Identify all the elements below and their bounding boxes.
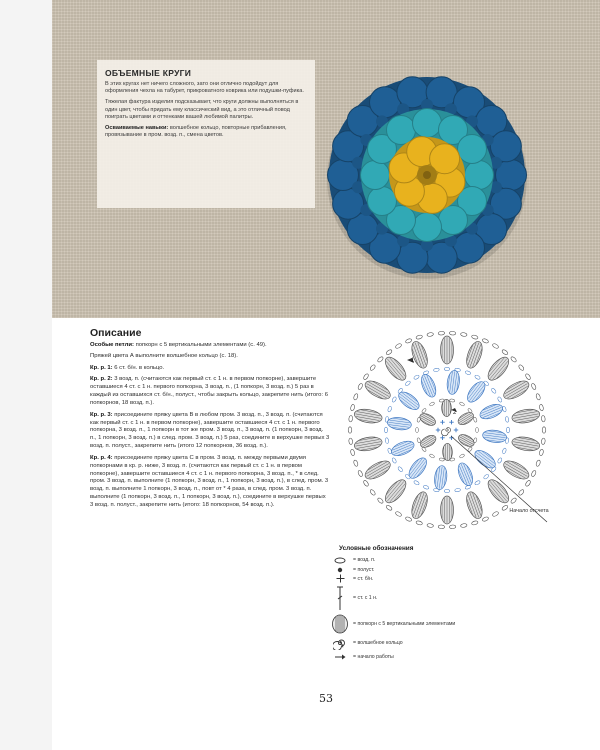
special-label: Особые петли: [90, 341, 134, 348]
chain-stitch [535, 460, 541, 467]
chain-stitch-blue [455, 488, 461, 492]
chain-stitch-blue [474, 480, 480, 486]
legend-item-dc: = ст. с 1 н. [327, 583, 487, 613]
legend-item-chain: = возд. п. [327, 555, 487, 565]
chain-stitch [531, 383, 537, 390]
chain-stitch [510, 497, 517, 504]
chain-stitch [377, 356, 384, 363]
chain-stitch [518, 364, 525, 371]
legend-item-slip: = полуст. [327, 565, 487, 574]
chain-stitch-blue [444, 367, 450, 370]
chain-stitch [449, 331, 456, 335]
popcorn-stitch [457, 432, 477, 449]
chain-stitch [439, 458, 444, 462]
info-skills [105, 125, 307, 139]
chain-stitch-blue [474, 374, 480, 380]
chain-stitch [353, 460, 359, 467]
popcorn-stitch [442, 443, 452, 460]
chain-stitch [438, 331, 445, 335]
chain-stitch [369, 489, 376, 496]
round-4-label: Кр. р. 4: [90, 454, 113, 461]
chain-stitch [427, 523, 434, 528]
chain-stitch [417, 437, 421, 443]
diagram-marker-2: 2 [453, 410, 457, 416]
single-crochet-mark [449, 420, 453, 424]
chain-stitch [405, 338, 412, 344]
chain-stitch [385, 504, 392, 511]
chain-stitch [363, 373, 370, 380]
chain-stitch [492, 511, 499, 517]
navy-bobble [454, 232, 485, 263]
chain-stitch [471, 520, 478, 525]
single-crochet-mark [440, 436, 444, 440]
info-paragraph-2: Тяжелая фактура изделия подсказывает, что круги должны выполняться в один цвет, чтобы придать ему классический вид, а это отличный повод поиграть цветами и оттенками вашей любимой палитры. [105, 99, 299, 120]
popcorn-stitch [478, 401, 505, 421]
chain-stitch [482, 338, 489, 344]
chain-stitch-blue [497, 457, 503, 463]
chain-stitch [541, 438, 545, 445]
chain-stitch-blue [505, 416, 509, 422]
chain-stitch [349, 438, 353, 445]
chain-stitch-blue [384, 427, 387, 433]
popcorn-stitch [456, 410, 476, 427]
popcorn-stitch [464, 339, 486, 370]
chain-stitch [525, 373, 532, 380]
chain-stitch [501, 349, 508, 356]
chain-stitch [377, 497, 384, 504]
chain-stitch-blue [502, 448, 507, 454]
special-stitches [90, 342, 330, 350]
popcorn-stitch [446, 370, 461, 395]
chain-stitch [460, 523, 467, 528]
chain-stitch [535, 393, 541, 400]
chain-stitch [518, 489, 525, 496]
chain-stitch [416, 520, 423, 525]
legend-item-popcorn: = попкорн с 5 вертикальными элементами [327, 613, 487, 635]
single-crochet-icon [327, 574, 353, 583]
popcorn-stitch [389, 438, 416, 458]
book-page [52, 0, 600, 750]
magic-ring-icon [327, 636, 353, 650]
single-crochet-mark [436, 428, 440, 432]
round-3 [90, 412, 330, 452]
chain-stitch [416, 334, 423, 339]
chain-stitch [421, 408, 426, 414]
chain-stitch [357, 470, 363, 477]
chain-stitch [429, 402, 435, 407]
crochet-circle-photo [322, 50, 532, 290]
popcorn-stitch [387, 416, 412, 431]
popcorn-stitch [353, 435, 383, 453]
chain-stitch [353, 393, 359, 400]
start-label: Начало отсчета [509, 508, 549, 514]
chain-stitch [395, 343, 402, 349]
popcorn-stitch [418, 433, 438, 450]
chain-stitch-blue [497, 396, 503, 402]
chain-stitch-blue [413, 480, 419, 486]
skills-label: Осваиваемые навыки: [105, 125, 169, 132]
popcorn-stitch [433, 465, 448, 490]
round-3-text: присоедините пряжу цвета В в любом пром. 3 возд. п., 3 возд. п. (считаются как первый ст. с 1 н. в первом попкорне), завершите оставшиеся 4 ст. с 1 н. первого попкорна, 3 возд. п., 1 попкорн в тот же пром. 3 возд. п., 3 возд. п. (1 попкорн, 3 возд. п., 1 попкорн, 3 возд. п.) в след. пром. 3 возд. п.) 5 раз, соедините в верхушке первых 3 возд. п. полуст., закрепите нить (итого 12 попкорнов, 36 возд. п.). [90, 411, 330, 450]
popcorn-stitch [382, 476, 410, 506]
popcorn-stitch [382, 354, 410, 384]
chain-stitch-blue [506, 427, 509, 433]
chain-stitch-blue [483, 474, 489, 480]
popcorn-stitch [441, 399, 451, 416]
round-1-text: 6 ст. б/н. в кольцо. [112, 364, 165, 371]
single-crochet-mark [440, 420, 444, 424]
special-text: попкорн с 5 вертикальными элементами (с. 49). [133, 341, 267, 348]
legend-title: Условные обозначения [339, 545, 414, 552]
info-title: ОБЪЕМНЫЕ КРУГИ [105, 68, 192, 78]
popcorn-stitch [482, 429, 507, 444]
chain-stitch [350, 449, 355, 456]
chain-stitch [471, 334, 478, 339]
page-number: 53 [319, 692, 333, 705]
popcorn-stitch [362, 377, 393, 402]
chain-stitch-blue [433, 368, 439, 372]
chain-stitch [363, 480, 370, 487]
chain-stitch [541, 415, 545, 422]
popcorn-stitch [455, 461, 475, 488]
double-crochet-icon [327, 585, 353, 611]
chain-symbol-icon [327, 557, 353, 564]
legend-item-sc: = ст. б/н. [327, 574, 487, 583]
chain-stitch [459, 402, 465, 407]
start-arrow-icon [327, 653, 353, 661]
chain-stitch-blue [405, 380, 411, 386]
description [90, 327, 330, 514]
chain-stitch [473, 417, 477, 423]
chain-stitch [369, 364, 376, 371]
round-4-text: присоедините пряжу цвета С в пром. 3 возд. п. между первыми двумя попкорнами в кр. р. ниже, 3 возд. п. (считаются как первый ст. с 1 н. в первом попкорне), завершите оставшиеся 4 ст. с 1 н. первого попкорна, 3 возд. п., * в след. пром. 3 возд. п. выполните (1 попкорн, 3 возд. п., 1 попкорн, 3 возд. п.), в след. пром. 3 возд. п. выполните 1 попкорн, 3 возд. п., повт от * 4 раза, в след. пром. 3 возд. п. выполните (1 попкорн, 3 возд. п., 1 попкорн, 3 возд. п.), соедините в верхушке первых 3 возд. п. полуст., закрепите нить (итого: 18 попкорнов, 54 возд. п.). [90, 454, 329, 509]
chain-stitch [460, 332, 467, 337]
chain-stitch [385, 349, 392, 356]
popcorn-stitch [441, 336, 454, 364]
chain-stitch [416, 428, 419, 433]
chain-stitch-blue [391, 396, 397, 402]
magic-ring-mark [441, 428, 450, 436]
popcorn-stitch [353, 407, 383, 425]
chain-stitch-blue [391, 457, 397, 463]
popcorn-stitch [464, 490, 486, 521]
popcorn-stitch [484, 476, 512, 506]
round-2-text: 3 возд. п. (считаются как первый ст. с 1 н. в первом попкорне), завершите оставшиеся 4 ст. с 1 н. первого попкорна, 3 возд. п., (1 попкорн, 3 возд. п.) 5 раз в каждый из оставшихся ст. б/н., полуст., чтобы закрыть кольцо, закрепите нить (итого: 6 попкорнов, 18 возд. п.). [90, 376, 328, 407]
popcorn-stitch [409, 339, 431, 370]
round-1-label: Кр. р. 1: [90, 364, 113, 371]
chain-stitch [492, 343, 499, 349]
popcorn-stitch [441, 496, 454, 524]
chain-stitch-blue [397, 466, 403, 472]
crochet-diagram [327, 330, 562, 530]
navy-bobble [370, 87, 401, 118]
round-3-label: Кр. р. 3: [90, 411, 113, 418]
chain-stitch [429, 454, 435, 459]
linen-photo [52, 0, 600, 318]
chain-stitch [395, 511, 402, 517]
chain-stitch [525, 480, 532, 487]
chain-stitch-blue [423, 485, 429, 490]
round-1 [90, 365, 330, 373]
diagram-marker-1: 1 [411, 358, 415, 364]
popcorn-stitch [501, 457, 532, 482]
info-box [97, 60, 315, 208]
single-crochet-mark [454, 428, 458, 432]
chain-stitch-blue [444, 489, 450, 492]
popcorn-stitch [418, 411, 438, 428]
slip-stitch-icon [327, 566, 353, 574]
popcorn-stitch [501, 377, 532, 402]
chain-stitch [539, 449, 544, 456]
chain-stitch-blue [387, 406, 392, 412]
chain-stitch [357, 383, 363, 390]
chain-stitch [350, 404, 355, 411]
chain-stitch [449, 525, 456, 529]
chain-stitch-blue [491, 388, 497, 394]
chain-stitch [482, 516, 489, 522]
popcorn-stitch [511, 407, 541, 425]
chain-stitch [510, 356, 517, 363]
chain-stitch [349, 415, 353, 422]
legend-item-start: = начало работы [327, 651, 487, 663]
popcorn-stitch [409, 490, 431, 521]
chain-stitch-blue [413, 374, 419, 380]
chain-stitch [542, 427, 546, 433]
skills-text: волшебное кольцо, повторные прибавления, провязывание в пром. возд. п., смена цветов. [105, 125, 287, 139]
round-2 [90, 376, 330, 408]
chain-stitch [476, 428, 479, 433]
round-4 [90, 455, 330, 510]
description-heading: Описание [90, 327, 142, 339]
chain-stitch [438, 525, 445, 529]
chain-stitch [531, 470, 537, 477]
round-2-label: Кр. р. 2: [90, 376, 113, 383]
chain-stitch [449, 399, 454, 403]
chain-stitch-blue [385, 438, 389, 444]
info-paragraph-1: В этих кругах нет ничего сложного, зато они отлично подойдут для оформления чехла на табурет, прикроватного коврика или подушки-пуфика. [105, 81, 304, 95]
chain-stitch [459, 454, 465, 459]
popcorn-stitch [362, 457, 393, 482]
chain-stitch-blue [465, 370, 471, 375]
popcorn-stitch [418, 372, 438, 399]
chain-stitch [539, 404, 544, 411]
chain-stitch [405, 516, 412, 522]
chain-stitch [427, 332, 434, 337]
legend [327, 545, 487, 663]
legend-item-magic-ring: = волшебное кольцо [327, 635, 487, 651]
chain-stitch [348, 427, 352, 433]
popcorn-stitch [484, 354, 512, 384]
popcorn-stitch [511, 435, 541, 453]
popcorn-stitch-icon [327, 614, 353, 634]
intro-text: Пряжей цвета А выполните волшебное кольцо (с. 18). [90, 353, 238, 360]
